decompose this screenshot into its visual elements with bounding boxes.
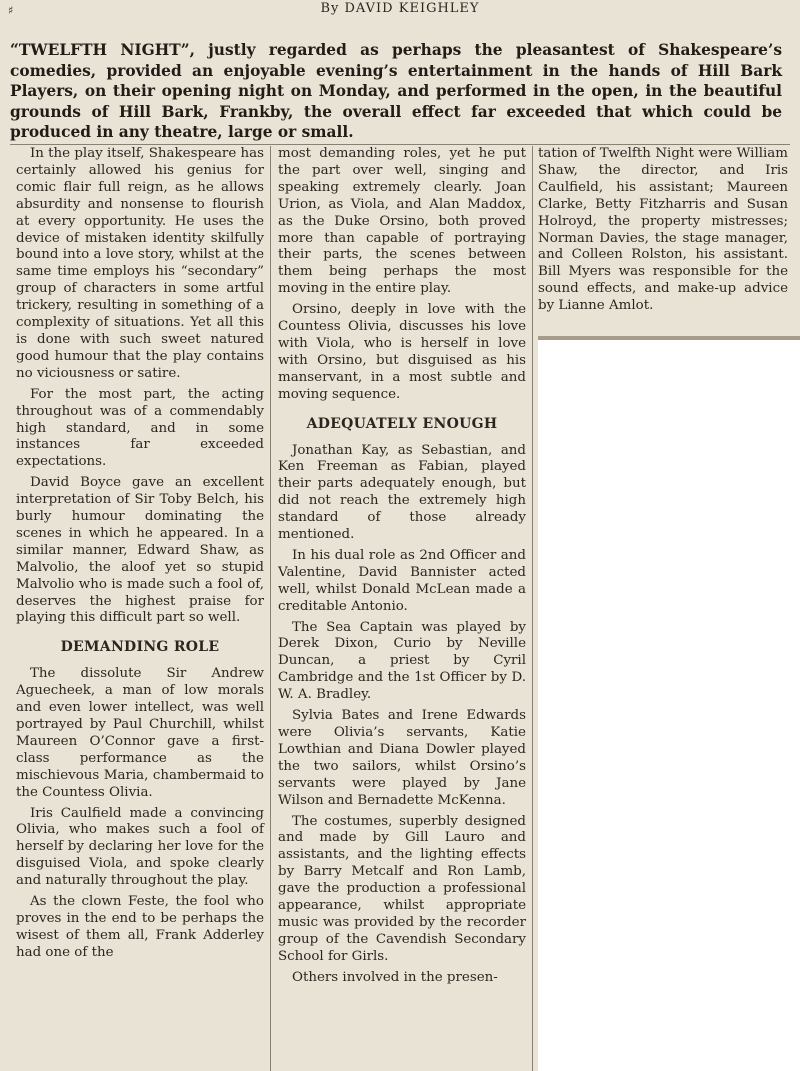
article-column-1 <box>16 146 264 962</box>
paragraph: In his dual role as 2nd Officer and Valentine, David Bannister acted well, whilst Donald McLean made a creditable Antonio. <box>278 547 526 614</box>
paragraph: Iris Caulfield made a convincing Olivia, who makes such a fool of herself by declaring her love for the disguised Viola, and spoke clearly and naturally throughout the play. <box>16 805 264 889</box>
subheading-adequately-enough: ADEQUATELY ENOUGH <box>306 415 498 432</box>
clipping-torn-edge <box>538 336 800 340</box>
paragraph: most demanding roles, yet he put the part over well, singing and speaking extremely clearly. Joan Urion, as Viola, and Alan Maddox, as the Duke Orsino, both proved more than capable of portraying their parts, the scenes between them being perhaps the most moving in the entire play. <box>278 146 526 297</box>
paragraph: For the most part, the acting throughout was of a commendably high standard, and in some instances far exceeded expectations. <box>16 386 264 470</box>
column-rule-2 <box>532 146 533 1071</box>
byline: By DAVID KEIGHLEY <box>320 1 480 16</box>
paragraph: The dissolute Sir Andrew Aguecheek, a man of low morals and even lower intellect, was well portrayed by Paul Churchill, whilst Maureen O’Connor gave a first-class performance as the mischievous Maria, chambermaid to the Countess Olivia. <box>16 666 264 800</box>
paragraph: Jonathan Kay, as Sebastian, and Ken Freeman as Fabian, played their parts adequately enough, but did not reach the extremely high standard of those already mentioned. <box>278 442 526 543</box>
paragraph: The costumes, superbly designed and made by Gill Lauro and assistants, and the lighting effects by Barry Metcalf and Ron Lamb, gave the production a professional appearance, whilst appropriate music was provided by the recorder group of the Cavendish Secondary School for Girls. <box>278 813 526 964</box>
paragraph: tation of Twelfth Night were William Shaw, the director, and Iris Caulfield, his assistant; Maureen Clarke, Betty Fitzharris and Susan Holroyd, the property mistresses; Norman Davies, the stage manager, and Colleen Rolston, his assistant. Bill Myers was responsible for the sound effects, and make-up advice by Lianne Amlot. <box>538 146 788 314</box>
paragraph: David Boyce gave an excellent interpretation of Sir Toby Belch, his burly humour dominating the scenes in which he appeared. In a similar manner, Edward Shaw, as Malvolio, the aloof yet so stupid Malvolio who is made such a fool of, deserves the highest praise for playing this difficult part so well. <box>16 475 264 626</box>
paragraph: Others involved in the presen- <box>292 969 498 985</box>
blank-background-area <box>538 340 800 1071</box>
column-rule-1 <box>270 146 271 1071</box>
paragraph: As the clown Feste, the fool who proves in the end to be perhaps the wisest of them all, Frank Adderley had one of the <box>16 894 264 960</box>
lead-divider <box>10 144 790 145</box>
paragraph: The Sea Captain was played by Derek Dixon, Curio by Neville Duncan, a priest by Cyril Cambridge and the 1st Officer by D. W. A. Bradley. <box>278 619 526 703</box>
article-column-3 <box>538 146 788 315</box>
corner-mark: ♯ <box>8 4 14 17</box>
paragraph: Sylvia Bates and Irene Edwards were Olivia’s servants, Katie Lowthian and Diana Dowler played the two sailors, whilst Orsino’s servants were played by Jane Wilson and Bernadette McKenna. <box>278 708 526 808</box>
subheading-demanding-role: DEMANDING ROLE <box>60 639 220 656</box>
article-column-2 <box>278 146 526 987</box>
lead-paragraph: “TWELFTH NIGHT”, justly regarded as perhaps the pleasantest of Shakespeare’s comedies, provided an enjoyable evening’s entertainment in the hands of Hill Bark Players, on their opening night on Monday, and performed in the open, in the beautiful grounds of Hill Bark, Frankby, the overall effect far exceeded that which could be produced in any theatre, large or small. <box>10 41 782 141</box>
paragraph: In the play itself, Shakespeare has certainly allowed his genius for comic flair full reign, as he allows absurdity and nonsense to flourish at every opportunity. He uses the device of mistaken identity skilfully bound into a love story, whilst at the same time employs his “secondary” group of characters in some artful trickery, resulting in something of a complexity of situations. Yet all this is done with such sweet natured good humour that the play contains no viciousness or satire. <box>16 146 264 381</box>
paragraph: Orsino, deeply in love with the Countess Olivia, discusses his love with Viola, who is herself in love with Orsino, but disguised as his manservant, in a most subtle and moving sequence. <box>278 302 526 402</box>
